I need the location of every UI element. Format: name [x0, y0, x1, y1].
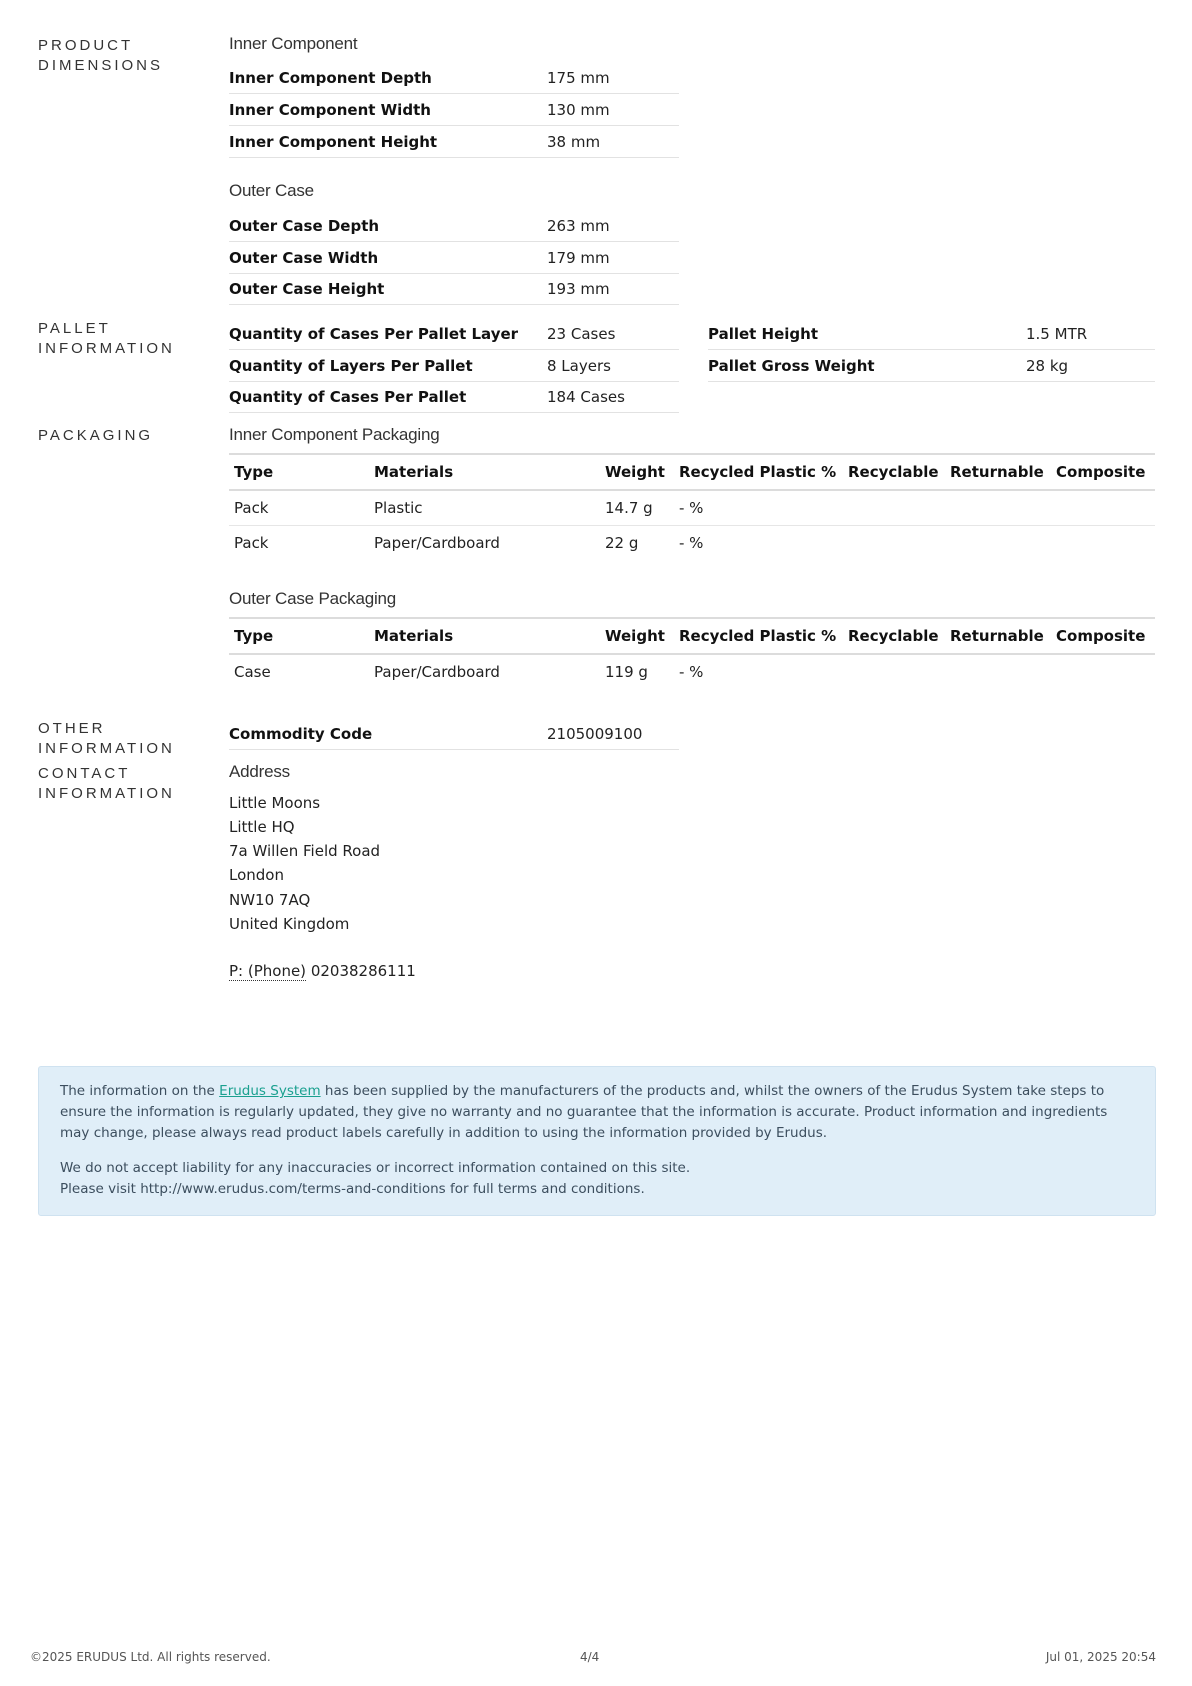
disclaimer-paragraph [60, 1081, 1134, 1144]
column-header: Materials [369, 618, 600, 654]
dimension-row [229, 274, 679, 305]
section-label-pallet-information: PALLET INFORMATION [38, 320, 175, 357]
address-line: Little Moons [229, 794, 321, 812]
liability-text: We do not accept liability for any inaccuracies or incorrect information contained on this site. [60, 1160, 691, 1176]
disclaimer-text: has been supplied by the manufacturers of the products and, whilst the owners of the Erudus System take steps to ensure the information is regularly updated, they give no warranty and no guarantee that the information is accurate. Product information and ingredients may change, please always read product labels carefully in addition to using the information provided by Erudus. [60, 1083, 1108, 1141]
table-cell: - % [679, 533, 704, 552]
column-header: Recycled Plastic % [674, 454, 843, 490]
table-cell: Paper/Cardboard [374, 533, 500, 552]
pallet-row [229, 382, 679, 413]
column-header: Weight [600, 454, 674, 490]
table-cell: Pack [234, 533, 269, 552]
table-cell: Case [234, 663, 271, 681]
commodity-code-label: Commodity Code [229, 725, 373, 743]
column-header: Recycled Plastic % [674, 618, 843, 654]
pallet-row [708, 351, 1155, 382]
liability-paragraph [60, 1158, 1134, 1200]
column-header: Recyclable [843, 618, 945, 654]
dimension-row [229, 63, 679, 94]
pallet-row [229, 319, 679, 350]
column-header: Recyclable [843, 454, 945, 490]
dimension-label: Outer Case Height [229, 280, 385, 298]
pallet-label: Pallet Height [708, 325, 819, 343]
terms-text: Please visit http://www.erudus.com/terms-and-conditions for full terms and conditions. [60, 1181, 645, 1197]
phone-abbr: P: (Phone) [229, 962, 307, 980]
dimension-row [229, 95, 679, 126]
address-line: Little HQ [229, 818, 295, 836]
table-cell [843, 490, 945, 525]
disclaimer-text: The information on the [60, 1083, 220, 1099]
pallet-value: 8 Layers [547, 357, 611, 375]
dimension-value: 179 mm [547, 249, 610, 267]
address-line: NW10 7AQ [229, 891, 311, 909]
column-header: Composite [1051, 454, 1155, 490]
phone-number: 02038286111 [310, 962, 416, 980]
footer-copyright: ©2025 ERUDUS Ltd. All rights reserved. [30, 1650, 271, 1664]
table-cell [843, 525, 945, 560]
column-header: Returnable [945, 454, 1051, 490]
table-cell: Plastic [369, 490, 600, 525]
pallet-label: Quantity of Layers Per Pallet [229, 357, 473, 375]
dimension-label: Inner Component Width [229, 101, 431, 119]
pallet-label: Pallet Gross Weight [708, 357, 875, 375]
table-cell [945, 525, 1051, 560]
dimension-value: 38 mm [547, 133, 601, 151]
table-cell: 22 g [605, 533, 639, 552]
column-header: Weight [600, 618, 674, 654]
column-header: Returnable [945, 618, 1051, 654]
pallet-row [708, 319, 1155, 350]
table-cell [1051, 490, 1155, 525]
table-cell [945, 490, 1051, 525]
address-line: United Kingdom [229, 915, 350, 933]
dimension-label: Inner Component Height [229, 133, 438, 151]
section-label-other-information: OTHER INFORMATION [38, 720, 175, 757]
table-cell [1051, 525, 1155, 560]
pallet-value: 23 Cases [547, 325, 616, 343]
pallet-row [229, 351, 679, 382]
footer-page-number: 4/4 [580, 1650, 600, 1664]
table-header-row [229, 454, 1155, 490]
outer-packaging-table [229, 617, 1155, 689]
outer-case-heading: Outer Case [229, 181, 314, 200]
dimension-label: Outer Case Width [229, 249, 379, 267]
dimension-row [229, 127, 679, 158]
table-row [229, 525, 1155, 560]
inner-packaging-table [229, 453, 1155, 560]
table-cell: 14.7 g [600, 490, 674, 525]
dimension-value: 130 mm [547, 101, 610, 119]
pallet-value: 1.5 MTR [1026, 325, 1088, 343]
section-label-packaging: PACKAGING [38, 427, 154, 444]
address-line: London [229, 866, 284, 884]
address-line: 7a Willen Field Road [229, 842, 381, 860]
section-label-contact-information: CONTACT INFORMATION [38, 765, 175, 802]
table-cell [843, 654, 945, 689]
pallet-label: Quantity of Cases Per Pallet Layer [229, 325, 519, 343]
dimension-value: 263 mm [547, 217, 610, 235]
outer-packaging-heading: Outer Case Packaging [229, 589, 397, 608]
table-cell: - % [674, 490, 843, 525]
table-cell: 119 g [605, 663, 648, 681]
erudus-system-link[interactable]: Erudus System [219, 1083, 321, 1099]
dimension-value: 175 mm [547, 69, 610, 87]
disclaimer-notice [38, 1066, 1156, 1216]
dimension-label: Inner Component Depth [229, 69, 432, 87]
column-header: Type [229, 454, 369, 490]
pallet-value: 28 kg [1026, 357, 1069, 375]
dimension-row [229, 243, 679, 274]
table-header-row [229, 618, 1155, 654]
column-header: Type [229, 618, 369, 654]
table-row [229, 490, 1155, 525]
table-cell [1051, 654, 1155, 689]
phone-line [229, 962, 416, 980]
address-heading: Address [229, 762, 290, 781]
inner-component-heading: Inner Component [229, 34, 358, 53]
dimension-label: Outer Case Depth [229, 217, 380, 235]
commodity-code-value: 2105009100 [547, 725, 643, 743]
column-header: Materials [369, 454, 600, 490]
commodity-code-row [229, 719, 679, 750]
column-header: Composite [1051, 618, 1155, 654]
table-cell [945, 654, 1051, 689]
table-cell: - % [679, 663, 704, 681]
dimension-row [229, 211, 679, 242]
table-cell: Paper/Cardboard [374, 663, 500, 681]
section-label-product-dimensions: PRODUCT DIMENSIONS [38, 37, 164, 74]
pallet-value: 184 Cases [547, 388, 625, 406]
dimension-value: 193 mm [547, 280, 610, 298]
footer-timestamp: Jul 01, 2025 20:54 [1045, 1650, 1156, 1664]
inner-packaging-heading: Inner Component Packaging [229, 425, 440, 444]
table-row [229, 654, 1155, 689]
pallet-label: Quantity of Cases Per Pallet [229, 388, 467, 406]
table-cell: Pack [229, 490, 369, 525]
